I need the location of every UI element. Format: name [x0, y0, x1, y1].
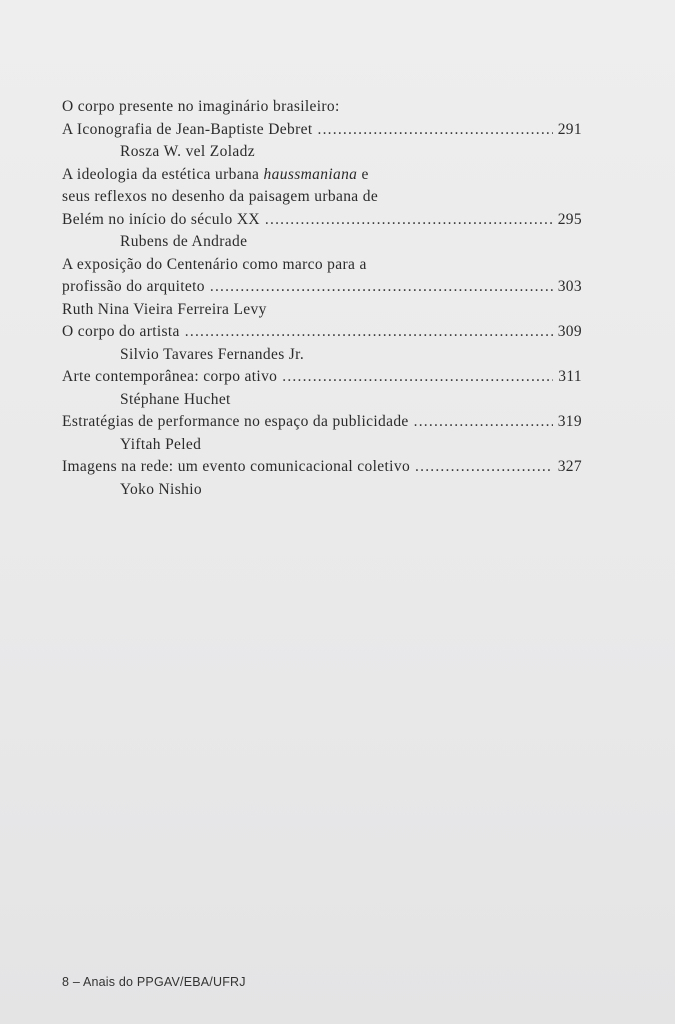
toc-entry-title: Belém no início do século XX	[62, 210, 260, 228]
dot-leader	[210, 278, 553, 296]
toc-entry-author: Rosza W. vel Zoladz	[120, 143, 255, 160]
toc-entry-title-line	[62, 98, 582, 121]
title-fragment: e	[357, 165, 369, 183]
reverse-side-bleed-through	[585, 98, 675, 948]
toc-entry-title	[62, 166, 369, 184]
page-number: 327	[557, 458, 582, 475]
toc-entry-author: Stéphane Huchet	[120, 390, 231, 408]
toc-entry-title: profissão do arquiteto	[62, 278, 205, 295]
toc-entry-title-line	[62, 413, 582, 436]
toc-entry-author: Silvio Tavares Fernandes Jr.	[120, 345, 305, 363]
page-number: 309	[557, 323, 582, 340]
page-number: 303	[557, 278, 582, 295]
toc-entry-author: Ruth Nina Vieira Ferreira Levy	[62, 300, 267, 318]
page-footer: 8 – Anais do PPGAV/EBA/UFRJ	[62, 975, 246, 989]
toc-entry-title: seus reflexos no desenho da paisagem urbana de	[62, 188, 379, 205]
dot-leader	[265, 211, 553, 229]
toc-entry-title: O corpo presente no imaginário brasileiro:	[62, 98, 340, 115]
toc-entry-title: A exposição do Centenário como marco para a	[62, 255, 367, 273]
dot-leader	[414, 413, 553, 431]
dot-leader	[282, 368, 553, 386]
page-number: 311	[558, 368, 582, 385]
toc-entry-author: Rubens de Andrade	[120, 233, 248, 250]
dot-leader	[318, 121, 553, 139]
table-of-contents	[62, 98, 582, 503]
toc-entry-title: Arte contemporânea: corpo ativo	[62, 368, 278, 385]
toc-entry-title-line	[62, 166, 582, 189]
toc-entry-title-line	[62, 121, 582, 144]
toc-entry-title-line	[62, 256, 582, 279]
toc-entry-title: Estratégias de performance no espaço da publicidade	[62, 413, 409, 430]
title-italic-term: haussmaniana	[263, 165, 358, 183]
toc-entry-author: Yiftah Peled	[120, 435, 202, 453]
dot-leader	[185, 323, 553, 341]
toc-entry-title-line	[62, 278, 582, 301]
toc-entry-title-line	[62, 323, 582, 346]
toc-entry-title-line	[62, 211, 582, 234]
toc-entry-author: Yoko Nishio	[120, 480, 202, 498]
toc-entry-title: O corpo do artista	[62, 323, 180, 340]
toc-entry-title-line	[62, 188, 582, 211]
page-number: 295	[557, 210, 582, 228]
page-number: 319	[557, 413, 582, 430]
toc-entry-title-line	[62, 368, 582, 391]
toc-entry-title-line	[62, 458, 582, 481]
toc-entry-title: Imagens na rede: um evento comunicacional coletivo	[62, 458, 411, 475]
page-number: 291	[557, 120, 582, 138]
title-fragment: A ideologia da estética urbana	[62, 165, 264, 183]
toc-entry-title: A Iconografia de Jean-Baptiste Debret	[62, 120, 313, 138]
dot-leader	[415, 458, 553, 476]
